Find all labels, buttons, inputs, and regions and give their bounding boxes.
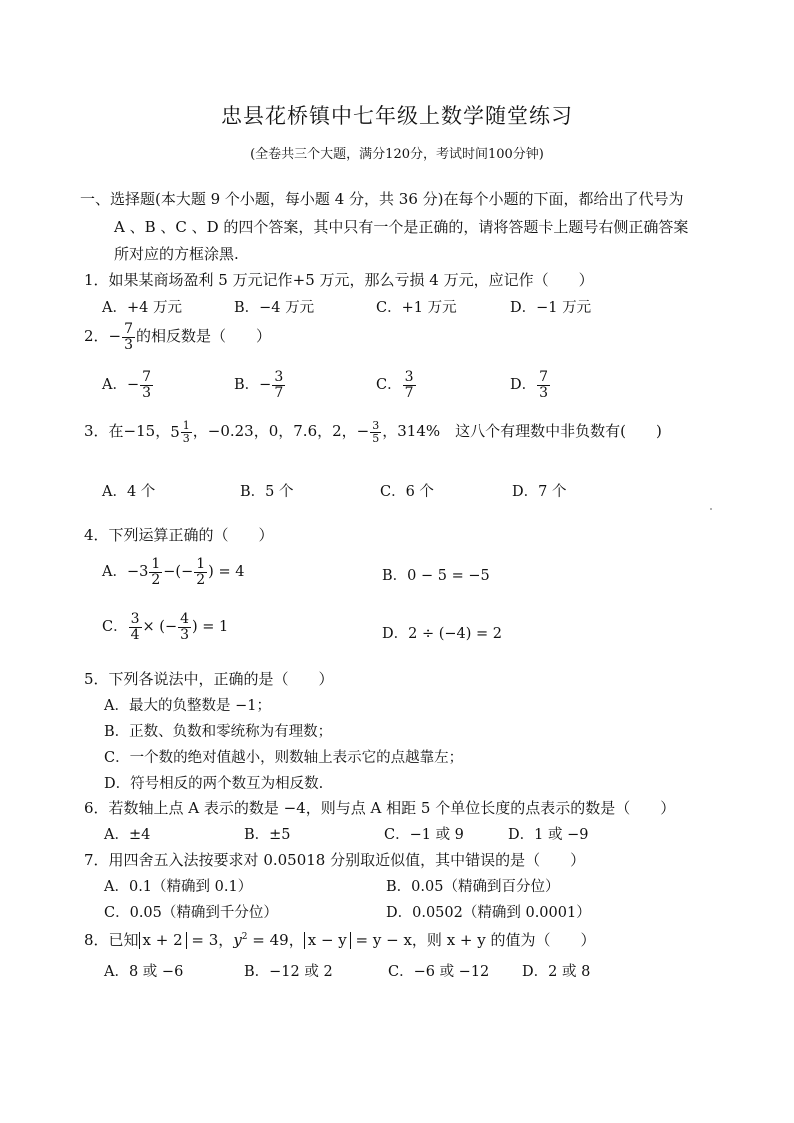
- q3-fraction-numerator: 3: [372, 419, 380, 432]
- q2-option-b: [234, 370, 286, 400]
- q7-option-c: C．0.05（精确到千分位）: [104, 905, 278, 921]
- q2-option-d-fraction: [537, 370, 550, 400]
- q4-option-a-denominator2: 2: [196, 571, 206, 588]
- q6-option-a: A．±4: [104, 827, 151, 843]
- q4-option-a-part1: −3: [126, 564, 149, 581]
- q1-stem: 1．如果某商场盈利 5 万元记作+5 万元，那么亏损 4 万元，应记作（ ）: [84, 271, 594, 289]
- q6-stem: 6．若数轴上点 A 表示的数是 −4，则与点 A 相距 5 个单位长度的点表示的数是（ ）: [84, 799, 676, 817]
- q2-option-d-label: D．: [510, 377, 537, 394]
- q8-option-a: A．8 或 −6: [104, 964, 184, 980]
- q2-option-a-label: A．: [102, 377, 127, 394]
- q8-part3: = 49，: [247, 931, 304, 949]
- q2-option-a-sign: −: [126, 377, 140, 394]
- q4-option-c-part2: ) = 1: [192, 619, 229, 636]
- q4-option-c-fraction2: [178, 612, 191, 642]
- q3-option-c: C．6 个: [380, 484, 434, 500]
- q3-stem-tail: ，314% 这八个有理数中非负数有( ): [382, 422, 662, 441]
- q2-number: 2．: [84, 327, 109, 346]
- q2-stem-tail: 的相反数是（ ）: [136, 327, 272, 346]
- q4-option-a-denominator1: 2: [151, 571, 161, 588]
- q1-option-a: A．+4 万元: [102, 300, 182, 316]
- q2-option-b-fraction: [272, 370, 285, 400]
- q8-option-b: B．−12 或 2: [244, 964, 333, 980]
- q8-part1: 8．已知: [84, 931, 139, 949]
- q2-option-d-numerator: 7: [539, 369, 549, 385]
- q4-option-c-label: C．: [102, 619, 128, 636]
- q4-option-a-label: A．: [102, 564, 127, 581]
- q3-stem: [84, 420, 662, 444]
- q5-option-d: D．符号相反的两个数互为相反数.: [104, 776, 324, 792]
- q2-option-c-denominator: 7: [404, 384, 414, 401]
- q4-option-a-part2: −(−: [163, 564, 194, 581]
- q4-option-c: [102, 612, 228, 642]
- q5-option-c: C．一个数的绝对值越小，则数轴上表示它的点越靠左；: [104, 750, 464, 766]
- scan-speck: [710, 508, 712, 510]
- q7-stem: 7．用四舍五入法按要求对 0.05018 分别取近似值，其中错误的是（ ）: [84, 851, 586, 869]
- q8-exponent: 2: [241, 932, 248, 942]
- q2-option-a-fraction: [140, 370, 153, 400]
- q4-option-b: B．0 − 5 = −5: [382, 568, 490, 584]
- q6-option-c: C．−1 或 9: [384, 827, 464, 843]
- q2-sign: −: [108, 327, 122, 346]
- q3-fraction: [370, 420, 381, 444]
- q3-option-d: D．7 个: [512, 484, 567, 500]
- q8-option-d: D．2 或 8: [522, 964, 591, 980]
- q5-option-b: B．正数、负数和零统称为有理数；: [104, 724, 333, 740]
- q2-option-a: [102, 370, 154, 400]
- q4-option-c-part1: × (−: [142, 619, 178, 636]
- q8-stem: [84, 929, 596, 950]
- q4-option-c-denominator2: 3: [180, 626, 190, 643]
- q2-option-c: [376, 370, 417, 400]
- q3-mixed-denominator: 3: [182, 431, 190, 445]
- q2-option-a-denominator: 3: [142, 384, 152, 401]
- q7-option-a: A．0.1（精确到 0.1）: [104, 879, 253, 895]
- q2-option-d-denominator: 3: [539, 384, 549, 401]
- q2-option-c-label: C．: [376, 377, 402, 394]
- q5-option-a: A．最大的负整数是 −1；: [104, 698, 271, 714]
- q4-option-c-fraction1: [129, 612, 142, 642]
- q4-option-a: [102, 557, 244, 587]
- q4-option-a-fraction1: [149, 557, 162, 587]
- q3-stem-mid: ，−0.23，0，7.6，2，: [192, 422, 357, 441]
- q4-option-d: D．2 ÷ (−4) = 2: [382, 626, 503, 642]
- q6-option-d: D．1 或 −9: [508, 827, 589, 843]
- q3-mixed-numerator: 1: [182, 419, 190, 432]
- q4-option-c-denominator1: 4: [130, 626, 140, 643]
- q2-option-b-sign: −: [259, 377, 272, 394]
- q2-fraction: [122, 322, 135, 352]
- q6-option-b: B．±5: [244, 827, 291, 843]
- q4-option-a-numerator1: 1: [151, 556, 161, 572]
- q4-stem: 4．下列运算正确的（ ）: [84, 526, 274, 544]
- q4-option-a-part3: ) = 4: [208, 564, 245, 581]
- q2-option-c-numerator: 3: [404, 369, 414, 385]
- q2-option-a-numerator: 7: [142, 369, 152, 385]
- q4-option-c-numerator1: 3: [130, 611, 140, 627]
- q2-option-b-denominator: 7: [274, 384, 284, 401]
- q5-stem: 5．下列各说法中，正确的是（ ）: [84, 670, 334, 688]
- q2-option-b-label: B．: [234, 377, 260, 394]
- section1-line2: A 、B 、C 、D 的四个答案，其中只有一个是正确的，请将答题卡上题号右侧正确答案: [114, 218, 689, 236]
- q4-option-a-numerator2: 1: [196, 556, 206, 572]
- section1-line3: 所对应的方框涂黑.: [114, 245, 239, 263]
- q3-option-b: B．5 个: [240, 484, 294, 500]
- q3-mixed-fraction: [181, 420, 192, 444]
- q2-option-c-fraction: [403, 370, 416, 400]
- q4-option-c-numerator2: 4: [180, 611, 190, 627]
- q7-option-d: D．0.0502（精确到 0.0001）: [386, 905, 591, 921]
- q3-fraction-sign: −: [356, 422, 370, 441]
- q3-option-a: A．4 个: [102, 484, 156, 500]
- q2-fraction-denominator: 3: [124, 336, 134, 353]
- q2-option-d: [510, 370, 551, 400]
- q4-option-a-fraction2: [194, 557, 207, 587]
- q8-absolute-2: x − y: [304, 932, 351, 949]
- q7-option-b: B．0.05（精确到百分位）: [386, 879, 560, 895]
- q1-option-d: D．−1 万元: [510, 300, 592, 316]
- q1-option-b: B．−4 万元: [234, 300, 315, 316]
- section1-line1: 一、选择题(本大题 9 个小题，每小题 4 分，共 36 分)在每个小题的下面，都给出了代号为: [80, 190, 684, 208]
- q3-fraction-denominator: 5: [372, 431, 380, 445]
- page-subtitle: (全卷共三个大题，满分120分，考试时间100分钟): [250, 147, 544, 162]
- q8-part4: = y − x，则 x + y 的值为（ ）: [350, 931, 596, 949]
- q1-option-c: C．+1 万元: [376, 300, 457, 316]
- page-title: 忠县花桥镇中七年级上数学随堂练习: [221, 104, 573, 128]
- q8-part2: = 3，: [186, 931, 234, 949]
- q2-stem: [84, 322, 271, 352]
- q8-absolute-1: x + 2: [139, 932, 187, 949]
- q3-mixed-integer: 5: [170, 423, 180, 442]
- q2-fraction-numerator: 7: [124, 321, 134, 337]
- q3-stem-head: 3．在−15，: [84, 422, 171, 441]
- q8-option-c: C．−6 或 −12: [388, 964, 490, 980]
- q8-y-variable: y: [233, 931, 242, 949]
- q2-option-b-numerator: 3: [274, 369, 284, 385]
